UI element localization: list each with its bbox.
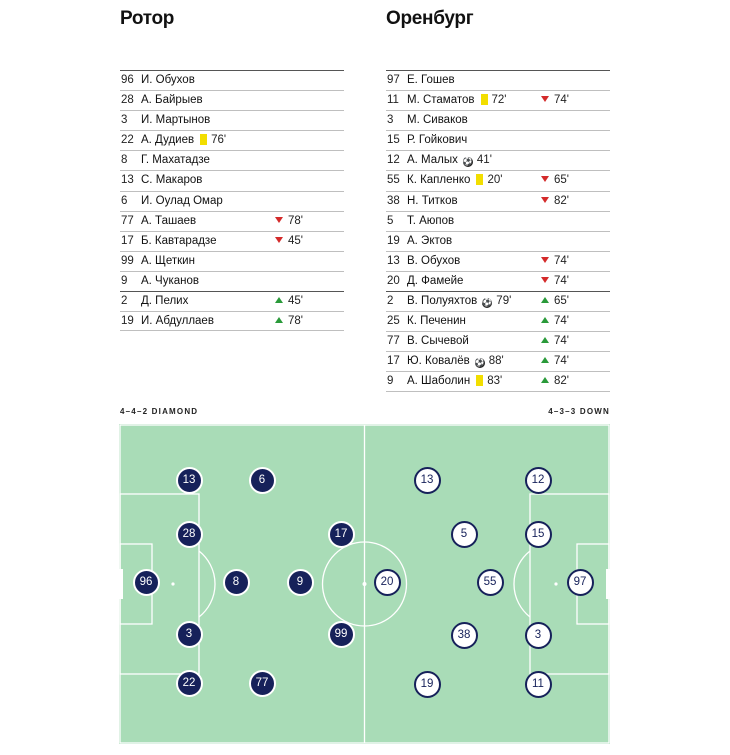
home-player-marker: 13 [176, 467, 203, 494]
substitution-info [541, 192, 569, 211]
player-row [386, 251, 610, 271]
ball-icon: ⚽ [474, 358, 485, 368]
player-row [386, 70, 610, 90]
substitution-info [541, 352, 569, 371]
home-player-marker: 99 [328, 621, 355, 648]
substitution-info [275, 312, 303, 331]
sub-off-arrow-icon [275, 237, 283, 243]
goal-minute: 88' [488, 355, 504, 368]
away-lineup-table [386, 70, 610, 392]
away-player-marker: 19 [414, 671, 441, 698]
substitution-minute: 74' [554, 254, 569, 267]
substitution-minute: 45' [288, 295, 303, 308]
goal-minute: 41' [476, 154, 492, 167]
player-name: Д. Пелих [141, 295, 189, 308]
player-name: Б. Кавтарадзе [141, 234, 217, 247]
player-name: В. Полуяхтов ⚽ 79' [407, 295, 512, 308]
player-number: 97 [387, 74, 400, 86]
player-number: 77 [121, 214, 134, 227]
player-name: А. Ташаев [141, 214, 197, 227]
player-number: 19 [387, 234, 400, 247]
player-name: А. Шаболин 83' [407, 375, 503, 388]
player-name: А. Байрыев [141, 94, 203, 107]
substitute-row [386, 291, 610, 311]
player-name: С. Макаров [141, 174, 203, 187]
sub-on-arrow-icon [275, 297, 283, 303]
sub-on-arrow-icon [541, 337, 549, 343]
sub-off-arrow-icon [541, 176, 549, 182]
player-number: 3 [121, 114, 128, 127]
substitute-row [386, 371, 610, 391]
yellow-card-minute: 72' [491, 94, 507, 107]
player-name: Н. Титков [407, 194, 458, 207]
player-row [120, 211, 344, 231]
player-number: 6 [121, 194, 128, 207]
player-number: 38 [387, 194, 400, 207]
substitution-minute: 78' [288, 315, 303, 328]
player-name: И. Мартынов [141, 114, 211, 127]
sub-off-arrow-icon [541, 197, 549, 203]
substitution-minute: 82' [554, 194, 569, 207]
substitution-minute: 74' [554, 355, 569, 368]
yellow-card-icon [481, 94, 488, 105]
player-row [386, 130, 610, 150]
player-number: 96 [121, 74, 134, 86]
player-name: Е. Гошев [407, 74, 455, 86]
player-name: В. Обухов [407, 254, 461, 267]
away-team-title: Оренбург [386, 8, 474, 29]
player-row [386, 110, 610, 130]
player-name: М. Сиваков [407, 114, 468, 127]
away-player-marker: 12 [525, 467, 552, 494]
player-name: И. Абдуллаев [141, 315, 214, 328]
substitution-info [541, 372, 569, 391]
player-number: 55 [387, 174, 400, 187]
substitution-info [541, 171, 569, 190]
player-number: 3 [387, 114, 394, 127]
home-lineup-table [120, 70, 344, 331]
player-name: А. Дудиев 76' [141, 134, 227, 147]
player-number: 9 [121, 274, 128, 287]
player-name: К. Капленко 20' [407, 174, 503, 187]
player-row [386, 191, 610, 211]
player-name: Ю. Ковалёв ⚽ 88' [407, 355, 504, 368]
substitution-info [275, 292, 303, 311]
away-player-marker: 38 [451, 622, 478, 649]
sub-off-arrow-icon [541, 277, 549, 283]
substitution-minute: 65' [554, 295, 569, 308]
player-row [386, 150, 610, 170]
player-number: 22 [121, 134, 134, 147]
substitution-minute: 45' [288, 234, 303, 247]
sub-on-arrow-icon [541, 317, 549, 323]
sub-off-arrow-icon [541, 257, 549, 263]
player-name: И. Оулад Омар [141, 194, 223, 207]
player-name: А. Малых ⚽ 41' [407, 154, 492, 167]
player-number: 15 [387, 134, 400, 147]
sub-off-arrow-icon [275, 217, 283, 223]
home-player-marker: 3 [176, 621, 203, 648]
sub-on-arrow-icon [541, 297, 549, 303]
player-row [120, 170, 344, 190]
player-number: 2 [121, 295, 128, 308]
away-player-marker: 97 [567, 569, 594, 596]
goal-minute: 79' [496, 295, 512, 308]
player-row [386, 170, 610, 190]
yellow-card-minute: 20' [487, 174, 503, 187]
player-number: 17 [121, 234, 134, 247]
player-row [120, 90, 344, 110]
substitution-info [275, 232, 303, 251]
home-player-marker: 9 [287, 569, 314, 596]
substitution-info [541, 332, 569, 351]
substitution-info [541, 91, 569, 110]
ball-icon: ⚽ [462, 157, 473, 167]
player-name: Т. Аюпов [407, 214, 455, 227]
player-name: А. Щеткин [141, 254, 195, 267]
player-row [386, 231, 610, 251]
player-name: М. Стаматов 72' [407, 94, 507, 107]
player-name: А. Чуканов [141, 274, 200, 287]
substitution-minute: 74' [554, 335, 569, 348]
substitution-info [541, 272, 569, 291]
player-row [120, 271, 344, 291]
ball-icon: ⚽ [482, 298, 493, 308]
away-player-marker: 15 [525, 521, 552, 548]
yellow-card-icon [200, 134, 207, 145]
substitute-row [120, 291, 344, 311]
football-pitch [119, 424, 610, 744]
home-player-marker: 77 [249, 670, 276, 697]
yellow-card-icon [476, 174, 483, 185]
player-number: 19 [121, 315, 134, 328]
player-name: Р. Гойкович [407, 134, 468, 147]
player-number: 99 [121, 254, 134, 267]
home-player-marker: 28 [176, 521, 203, 548]
away-formation-label: 4–3–3 DOWN [548, 407, 610, 416]
away-player-marker: 11 [525, 671, 552, 698]
home-player-marker: 17 [328, 521, 355, 548]
yellow-card-icon [476, 375, 483, 386]
home-player-marker: 96 [133, 569, 160, 596]
substitution-info [275, 212, 303, 231]
player-number: 77 [387, 335, 400, 348]
substitute-row [120, 311, 344, 331]
home-formation-label: 4–4–2 DIAMOND [120, 407, 199, 416]
player-name: А. Эктов [407, 234, 453, 247]
away-player-marker: 55 [477, 569, 504, 596]
home-player-marker: 8 [223, 569, 250, 596]
yellow-card-minute: 76' [211, 134, 227, 147]
substitution-minute: 74' [554, 274, 569, 287]
player-number: 13 [387, 254, 400, 267]
substitution-minute: 74' [554, 94, 569, 107]
yellow-card-minute: 83' [487, 375, 503, 388]
sub-on-arrow-icon [275, 317, 283, 323]
substitution-minute: 74' [554, 315, 569, 328]
substitution-info [541, 312, 569, 331]
player-number: 8 [121, 154, 128, 167]
away-player-marker: 20 [374, 569, 401, 596]
player-number: 9 [387, 375, 394, 388]
away-player-marker: 5 [451, 521, 478, 548]
player-name: Д. Фамейе [407, 274, 464, 287]
player-number: 28 [121, 94, 134, 107]
away-player-marker: 3 [525, 622, 552, 649]
substitute-row [386, 311, 610, 331]
player-row [120, 70, 344, 90]
player-name: К. Печенин [407, 315, 466, 328]
player-number: 12 [387, 154, 400, 167]
substitution-info [541, 252, 569, 271]
sub-off-arrow-icon [541, 96, 549, 102]
substitution-minute: 65' [554, 174, 569, 187]
substitution-info [541, 292, 569, 311]
player-number: 11 [387, 94, 399, 107]
substitute-row [386, 331, 610, 351]
player-row [120, 191, 344, 211]
player-name: И. Обухов [141, 74, 195, 86]
sub-on-arrow-icon [541, 357, 549, 363]
player-name: Г. Махатадзе [141, 154, 210, 167]
sub-on-arrow-icon [541, 377, 549, 383]
player-row [386, 90, 610, 110]
player-row [120, 231, 344, 251]
substitution-minute: 78' [288, 214, 303, 227]
substitute-row [386, 351, 610, 371]
home-player-marker: 22 [176, 670, 203, 697]
player-row [120, 251, 344, 271]
player-row [120, 130, 344, 150]
home-player-marker: 6 [249, 467, 276, 494]
player-number: 13 [121, 174, 134, 187]
player-number: 25 [387, 315, 400, 328]
substitution-minute: 82' [554, 375, 569, 388]
player-number: 2 [387, 295, 394, 308]
player-number: 20 [387, 274, 400, 287]
player-row [386, 211, 610, 231]
home-team-title: Ротор [120, 8, 175, 29]
player-name: В. Сычевой [407, 335, 469, 348]
player-row [386, 271, 610, 291]
player-number: 5 [387, 214, 394, 227]
player-number: 17 [387, 355, 400, 368]
player-row [120, 110, 344, 130]
away-player-marker: 13 [414, 467, 441, 494]
player-row [120, 150, 344, 170]
